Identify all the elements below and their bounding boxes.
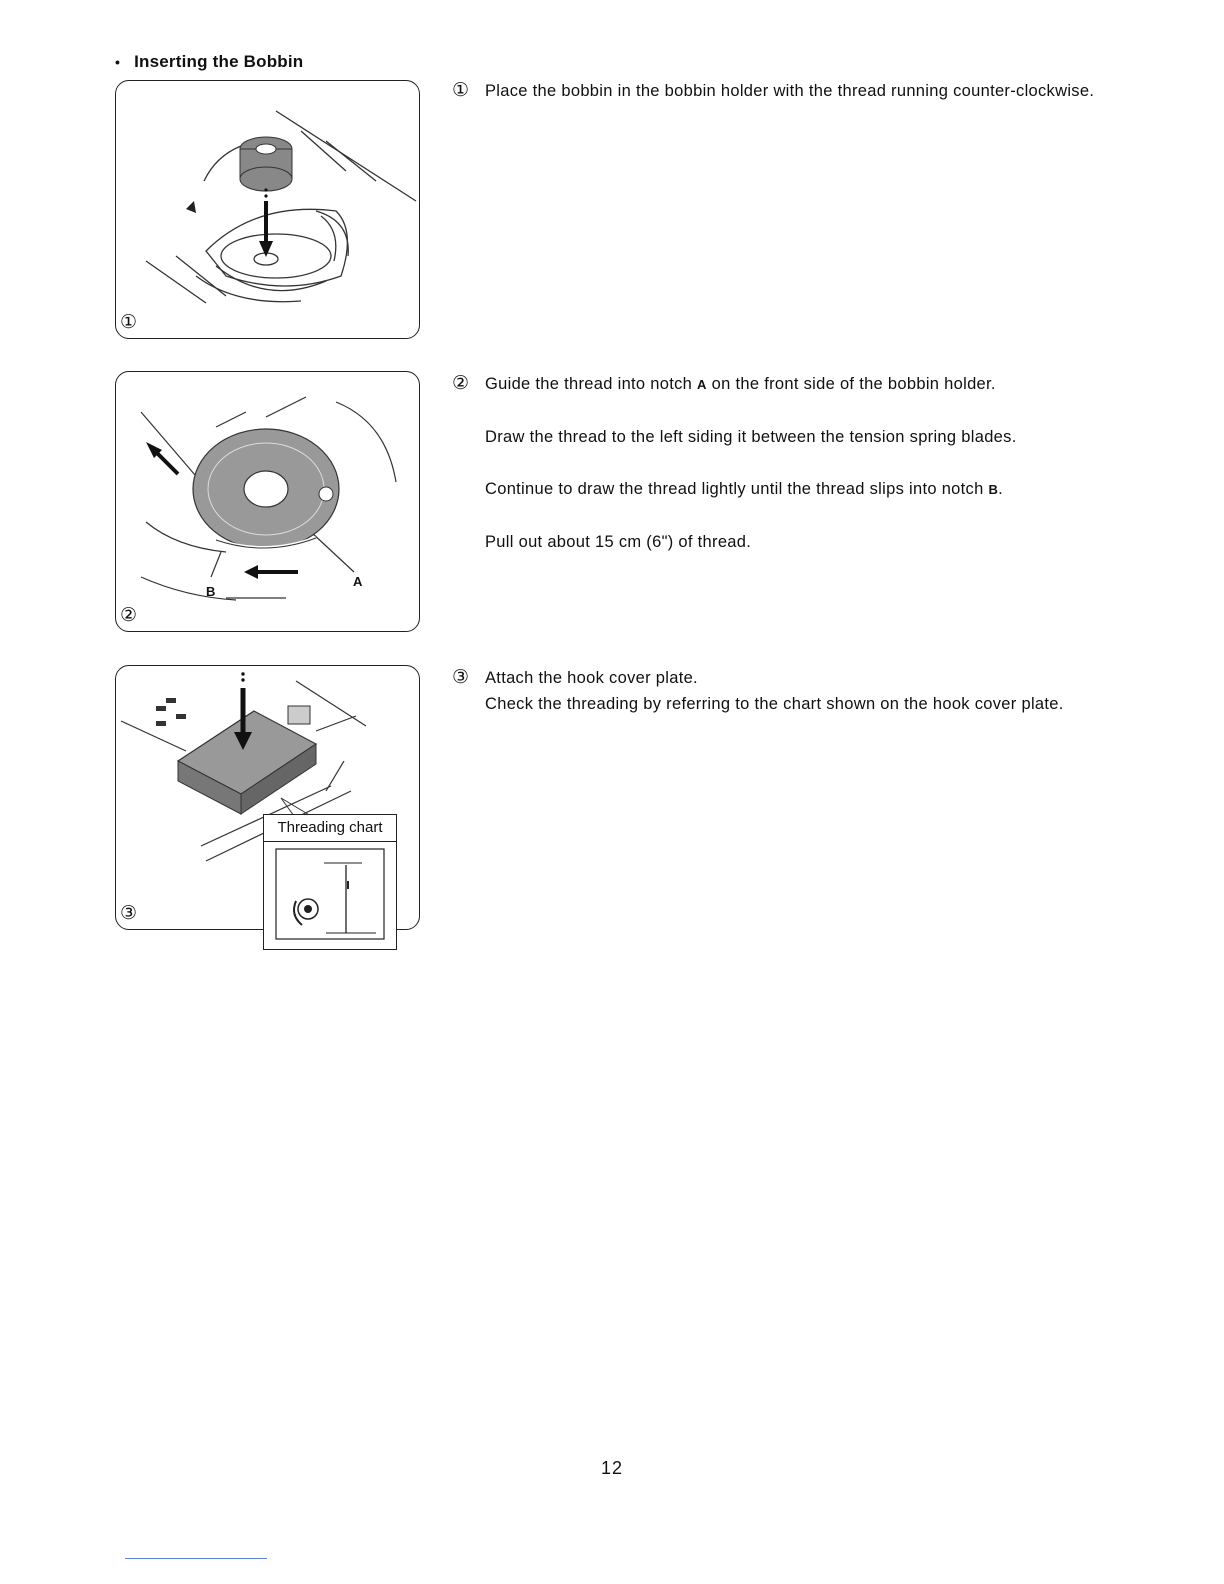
- step-3-marker: ③: [452, 667, 470, 688]
- threading-chart-diagram: [264, 841, 396, 949]
- step-2-paragraph-1: [485, 371, 1112, 398]
- section-heading: [115, 52, 303, 72]
- step-2-paragraph-3: [485, 476, 1112, 503]
- step-1-text: Place the bobbin in the bobbin holder with the thread running counter-clockwise.: [485, 82, 1095, 100]
- step-2-paragraph-4: Pull out about 15 cm (6") of thread.: [485, 533, 752, 551]
- step-2-p3-text-b: .: [998, 480, 1004, 498]
- notch-b-label: B: [206, 584, 216, 599]
- figure-3-hook-cover: [115, 665, 420, 930]
- figure-3-number: ③: [120, 903, 138, 924]
- figure-2-thread-notch: [115, 371, 420, 632]
- step-3-paragraph-1: Attach the hook cover plate.: [485, 669, 698, 687]
- step-2-marker: ②: [452, 373, 470, 394]
- heading-bullet: •: [115, 54, 121, 70]
- bobbin-insert-illustration: [116, 81, 419, 338]
- thread-notch-illustration: [116, 372, 419, 631]
- step-2-paragraph-2: Draw the thread to the left siding it between the tension spring blades.: [485, 428, 1017, 446]
- step-2-p3-text-a: Continue to draw the thread lightly until the thread slips into notch: [485, 480, 989, 498]
- figure-1-bobbin-insert: [115, 80, 420, 339]
- step-2-p1-text-b: on the front side of the bobbin holder.: [706, 375, 996, 393]
- footer-rule: [125, 1558, 267, 1559]
- step-1-instructions: [452, 78, 1112, 104]
- step-2-notch-a: A: [697, 377, 707, 392]
- step-1-marker: ①: [452, 80, 470, 101]
- step-2-instructions: [452, 371, 1112, 581]
- figure-2-number: ②: [120, 605, 138, 626]
- threading-chart-callout: [263, 814, 397, 950]
- heading-title: Inserting the Bobbin: [134, 52, 304, 71]
- step-2-notch-b: B: [988, 482, 999, 497]
- step-2-p1-text-a: Guide the thread into notch: [485, 375, 698, 393]
- step-3-paragraph-2: Check the threading by referring to the chart shown on the hook cover plate.: [485, 695, 1064, 713]
- notch-a-label: A: [353, 574, 363, 589]
- step-3-instructions: [452, 665, 1112, 717]
- threading-chart-title: Threading chart: [264, 815, 396, 842]
- figure-1-number: ①: [120, 312, 138, 333]
- page-number: 12: [600, 1458, 624, 1478]
